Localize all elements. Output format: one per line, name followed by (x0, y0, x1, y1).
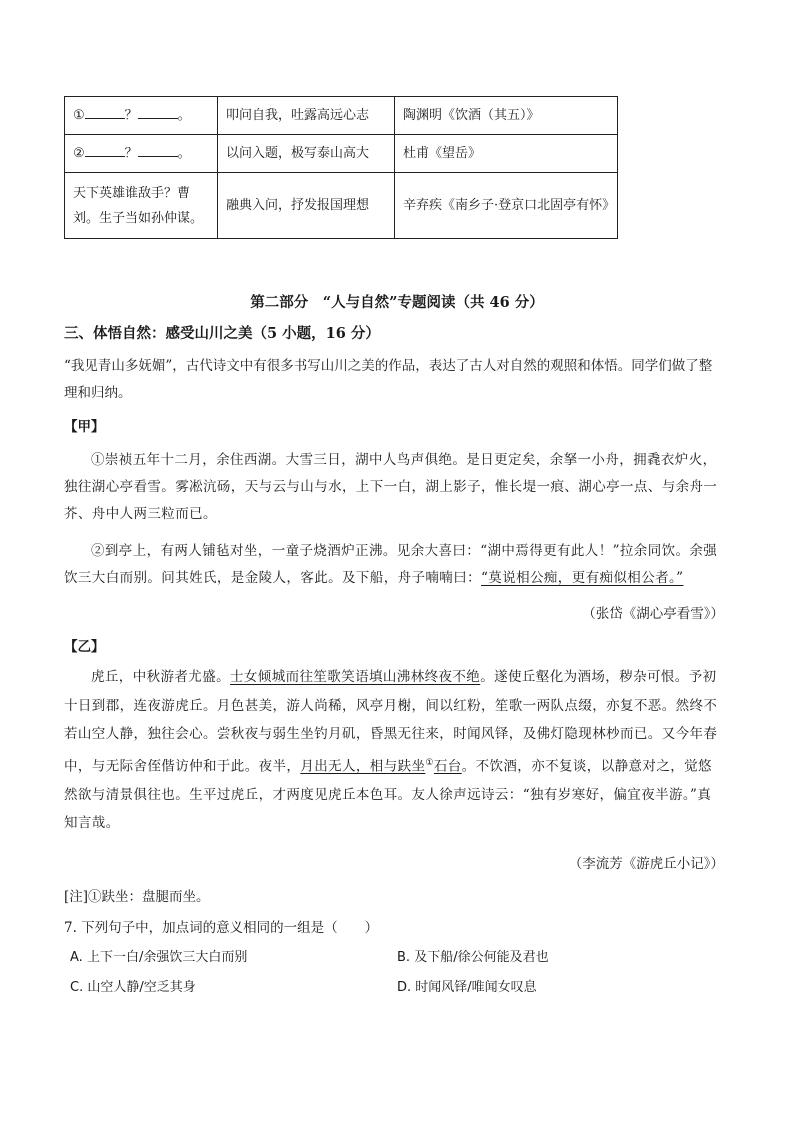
passage-label-yi: 【乙】 (64, 639, 105, 655)
item-number: ② (73, 146, 85, 161)
option-b[interactable] (397, 946, 549, 965)
passage-text: 。遂使丘壑化为酒场，秽杂可恨。予初十日到郡，连夜游虎丘。月色甚美，游人尚稀，风亭月榭，间以红粉，笙歌一两队点缀，亦复不恶。然终不若山空人静，独往会心。尝秋夜与弱生坐钓月矶，昏黑无往来，时闻风铎，及佛灯隐现林杪而已。又今年春中，与无际舍侄偕访仲和于此。夜半， (64, 669, 718, 774)
option-label: B. (397, 950, 411, 965)
question-stem: 7. 下列句子中，加点词的意义相同的一组是（ ） (64, 920, 379, 936)
option-label: D. (397, 980, 412, 995)
underlined-sentence: 月出无人，相与趺坐 (300, 758, 426, 774)
option-label: A. (70, 950, 83, 965)
option-text: 上下一白/余强饮三大白而别 (86, 950, 248, 965)
punctuation: ？ (124, 146, 138, 161)
table-row (65, 135, 618, 173)
table-cell-poem (65, 97, 218, 135)
passage-label-jia: 【甲】 (64, 419, 105, 435)
passage-text: ②到亭上，有两人铺毡对坐，一童子烧酒炉正沸。见余大喜曰：“湖中焉得更有此人！”拉余同饮。余强饮三大白而别。问其姓氏，是金陵人，客此。及下船，舟子喃喃曰： (64, 543, 718, 586)
option-text: 山空人静/空乏其身 (87, 980, 196, 995)
punctuation: 。 (177, 146, 191, 161)
table-row (65, 173, 618, 239)
section-title: 第二部分 “人与自然”专题阅读（共 46 分） (250, 294, 544, 311)
table-cell-source: 杜甫《望岳》 (395, 135, 618, 173)
underlined-sentence: 石台 (433, 758, 462, 774)
option-c[interactable] (70, 976, 196, 995)
passage-jia-p2 (64, 538, 724, 592)
underlined-sentence: 士女倾城而往笙歌笑语填山沸林终夜不绝 (230, 669, 481, 685)
answer-blank[interactable] (138, 105, 178, 119)
answer-blank[interactable] (138, 143, 178, 157)
punctuation: 。 (177, 108, 191, 123)
passage-yi (64, 663, 724, 838)
footnote: [注]①趺坐：盘腿而坐。 (64, 889, 210, 905)
table-row (65, 97, 618, 135)
table-cell-source: 辛弃疾《南乡子·登京口北固亭有怀》 (395, 173, 618, 239)
option-text: 及下船/徐公何能及君也 (414, 950, 549, 965)
answer-blank[interactable] (85, 143, 125, 157)
source-citation: （李流芳《游虎丘小记》） (568, 856, 724, 872)
table-cell-poem: 天下英雄谁敌手？曹刘。生子当如孙仲谋。 (65, 173, 218, 239)
poem-table (64, 96, 618, 239)
table-cell-method: 叩问自我，吐露高远心志 (218, 97, 395, 135)
intro-paragraph: “我见青山多妩媚”，古代诗文中有很多书写山川之美的作品，表达了古人对自然的观照和体悟。同学们做了整理和归纳。 (64, 358, 713, 401)
table-cell-poem (65, 135, 218, 173)
option-text: 时闻风铎/唯闻女叹息 (415, 980, 537, 995)
answer-blank[interactable] (85, 105, 125, 119)
table-cell-source: 陶渊明《饮酒（其五）》 (395, 97, 618, 135)
passage-text: 。不饮酒，亦不复谈，以静意对之，觉悠然欲与清景俱往也。生平过虎丘，才两度见虎丘本色耳。友人徐声远诗云：“独有岁寒好，偏宜夜半游。”真知言哉。 (64, 758, 712, 831)
option-a[interactable] (70, 946, 247, 965)
passage-jia-p1: ①崇祯五年十二月，余住西湖。大雪三日，湖中人鸟声俱绝。是日更定矣，余拏一小舟，拥毳衣炉火，独往湖心亭看雪。雾凇沆砀，天与云与山与水，上下一白，湖上影子，惟长堤一痕、湖心亭一点、与余舟一芥、舟中人两三粒而已。 (64, 452, 718, 522)
table-cell-method: 以问入题，极写泰山高大 (218, 135, 395, 173)
question-group-title: 三、体悟自然：感受山川之美（5 小题，16 分） (64, 325, 380, 342)
underlined-sentence: “莫说相公痴，更有痴似相公者。” (481, 570, 684, 586)
passage-text: 虎丘，中秋游者尤盛。 (91, 669, 230, 685)
table-cell-method: 融典入问，抒发报国理想 (218, 173, 395, 239)
footnote-marker: ① (425, 757, 434, 768)
source-citation: （张岱《湖心亭看雪》） (582, 606, 724, 622)
punctuation: ？ (124, 108, 138, 123)
item-number: ① (73, 108, 85, 123)
option-d[interactable] (397, 976, 537, 995)
option-label: C. (70, 980, 84, 995)
